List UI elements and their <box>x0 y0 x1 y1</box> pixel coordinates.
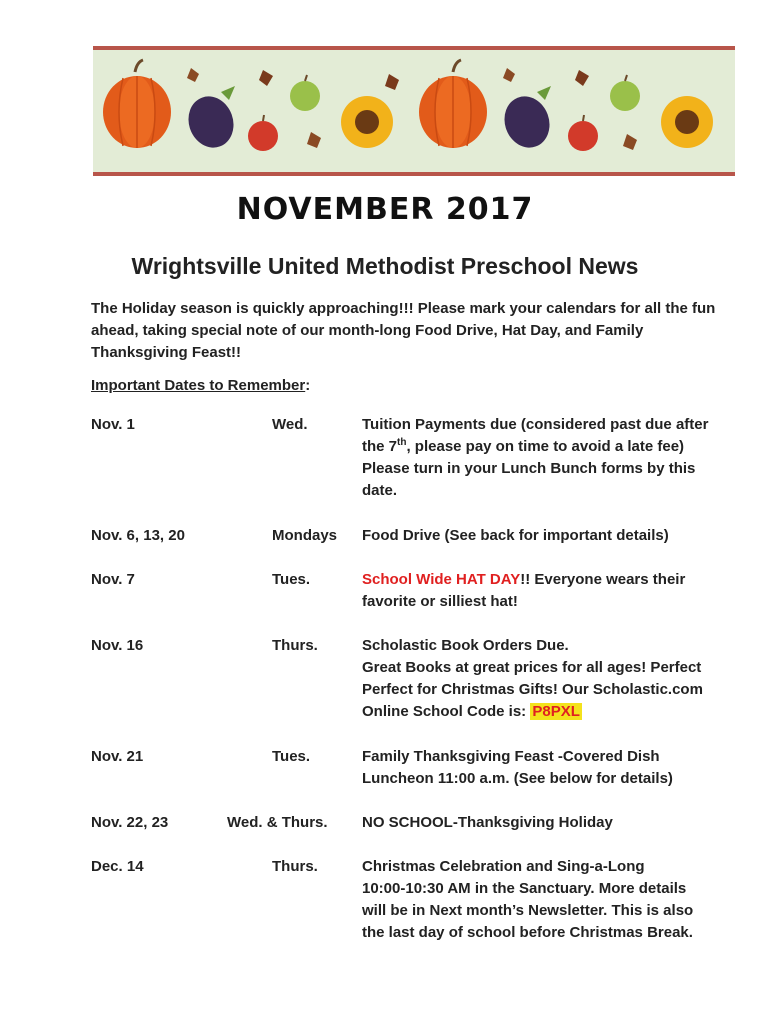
event-day: Thurs. <box>272 858 318 875</box>
apple-icon <box>290 75 320 111</box>
event-description <box>362 525 732 547</box>
eggplant-icon <box>181 86 240 154</box>
event-description <box>362 569 732 613</box>
important-dates-label: Important Dates to Remember <box>91 377 306 394</box>
hat-day-label: School Wide HAT DAY <box>362 571 521 588</box>
event-line: Food Drive (See back for important details) <box>362 527 669 544</box>
event-date: Nov. 7 <box>91 571 135 588</box>
leaf-icon <box>187 68 199 82</box>
event-description <box>362 414 732 502</box>
leaf-icon <box>307 132 321 148</box>
event-line: the 7th, please pay on time to avoid a late fee) <box>362 437 685 455</box>
event-line: will be in Next month’s Newsletter. This is also <box>362 902 694 919</box>
event-line: Please turn in your Lunch Bunch forms by this <box>362 460 696 477</box>
month-title: NOVEMBER 2017 <box>236 192 534 227</box>
eggplant-icon <box>497 86 556 154</box>
important-dates-colon: : <box>305 377 311 394</box>
event-line: NO SCHOOL-Thanksgiving Holiday <box>362 814 613 831</box>
sunflower-icon <box>661 96 713 148</box>
event-description <box>362 856 732 944</box>
event-date: Nov. 21 <box>91 748 144 765</box>
event-line: Online School Code is: P8PXL <box>362 703 580 720</box>
sunflower-icon <box>341 96 393 148</box>
event-line: favorite or silliest hat! <box>362 593 518 610</box>
leaf-icon <box>623 134 637 150</box>
event-date: Nov. 6, 13, 20 <box>91 527 185 544</box>
apple-icon <box>610 75 640 111</box>
event-day: Tues. <box>272 571 311 588</box>
pumpkin-icon <box>419 60 487 148</box>
leaf-icon <box>259 70 273 86</box>
event-line: Family Thanksgiving Feast -Covered Dish <box>362 748 660 765</box>
leaf-icon <box>575 70 589 86</box>
event-line: Christmas Celebration and Sing-a-Long <box>362 858 645 875</box>
autumn-banner-art <box>93 50 735 172</box>
autumn-banner <box>93 46 735 176</box>
event-line: Luncheon 11:00 a.m. (See below for details) <box>362 770 673 787</box>
important-dates-heading <box>91 377 310 394</box>
leaf-icon <box>385 74 399 90</box>
event-day: Tues. <box>272 748 311 765</box>
event-line: School Wide HAT DAY!! Everyone wears their <box>362 571 686 588</box>
event-line: Perfect for Christmas Gifts! Our Scholastic.com <box>362 681 703 698</box>
school-code-badge: P8PXL <box>532 703 580 720</box>
apple-icon <box>568 115 598 151</box>
intro-paragraph: The Holiday season is quickly approaching!!! Please mark your calendars for all the fun ahead, taking special note of our month-long Food Drive, Hat Day, and Family Thanksgiving Feast!! <box>91 300 716 361</box>
event-line: 10:00-10:30 AM in the Sanctuary. More details <box>362 880 687 897</box>
event-date: Dec. 14 <box>91 858 144 875</box>
pumpkin-icon <box>103 60 171 148</box>
event-line: Great Books at great prices for all ages! Perfect <box>362 659 702 676</box>
event-date: Nov. 16 <box>91 637 144 654</box>
event-description <box>362 746 732 790</box>
event-line: Scholastic Book Orders Due. <box>362 637 569 654</box>
event-date: Nov. 22, 23 <box>91 814 169 831</box>
event-description <box>362 635 732 723</box>
leaf-icon <box>503 68 515 82</box>
event-description <box>362 812 732 834</box>
apple-icon <box>248 115 278 151</box>
event-line: the last day of school before Christmas Break. <box>362 924 693 941</box>
school-title: Wrightsville United Methodist Preschool News <box>131 253 639 279</box>
event-line: date. <box>362 482 398 499</box>
event-date: Nov. 1 <box>91 416 135 433</box>
event-day: Wed. & Thurs. <box>227 814 328 831</box>
event-day: Mondays <box>272 527 338 544</box>
event-line: Tuition Payments due (considered past due after <box>362 416 709 433</box>
event-day: Thurs. <box>272 637 318 654</box>
event-day: Wed. <box>272 416 308 433</box>
